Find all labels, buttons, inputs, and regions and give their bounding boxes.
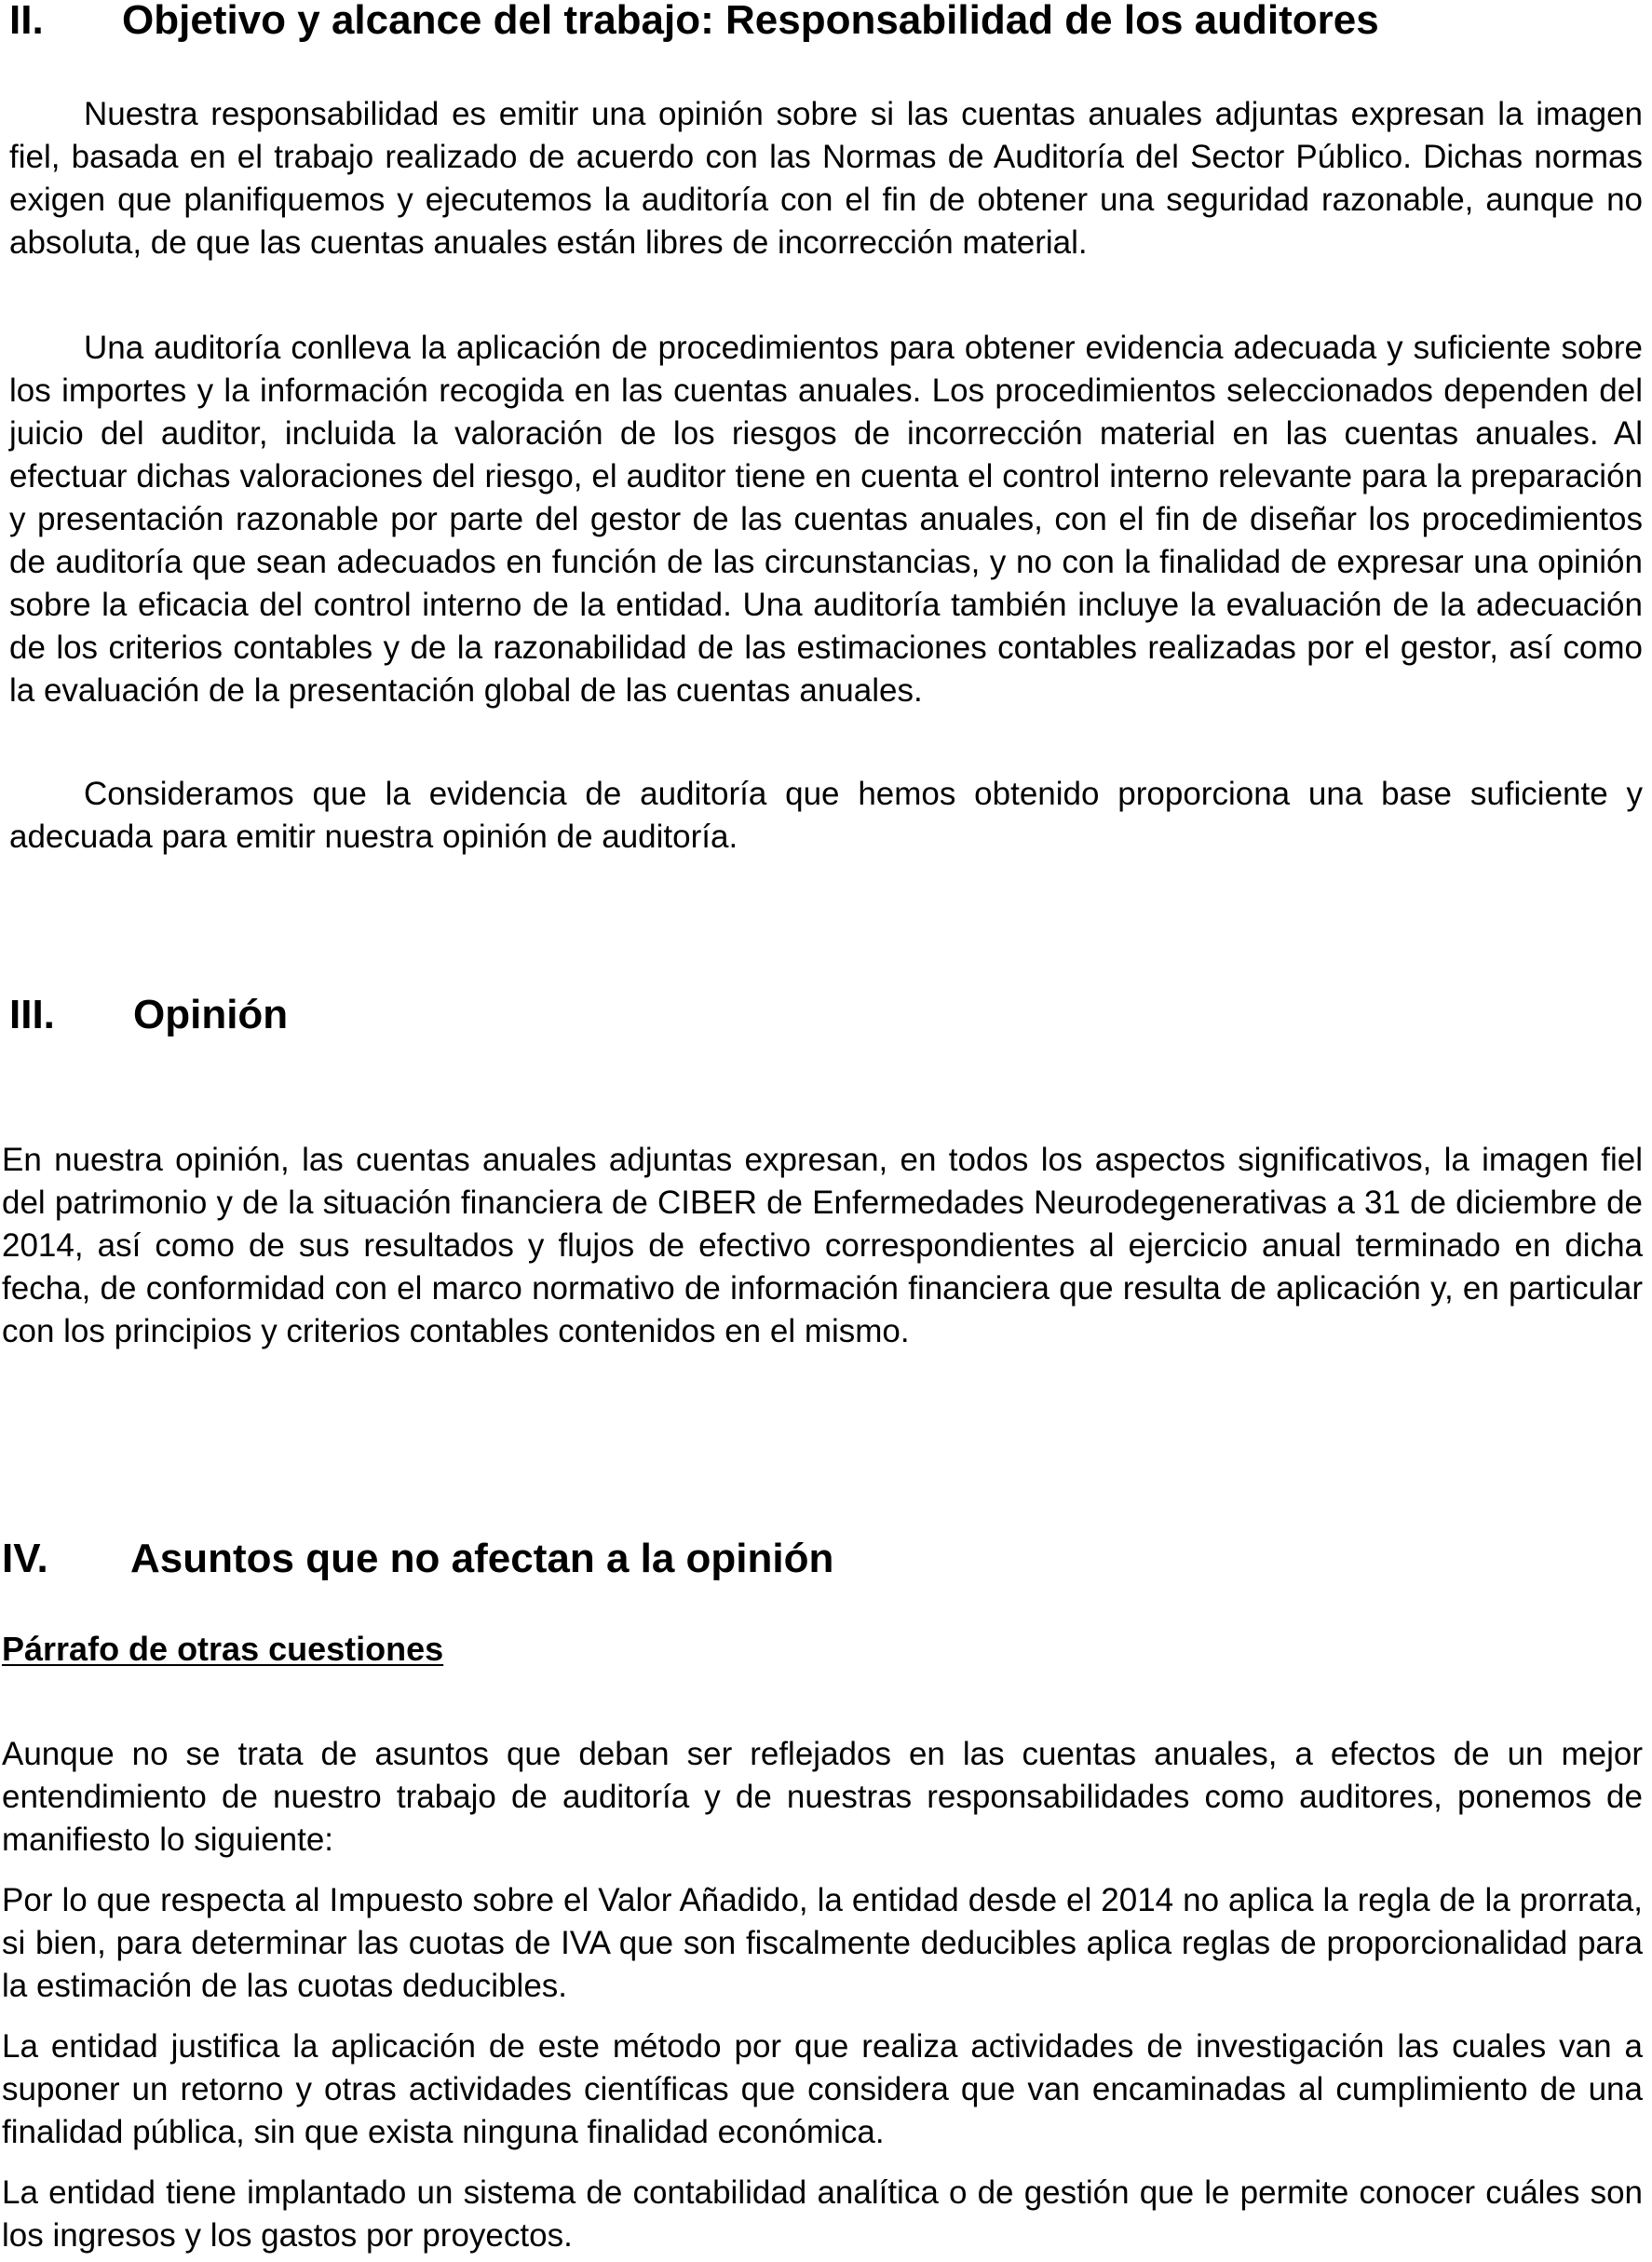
section-number: III.	[9, 992, 55, 1037]
paragraph: Aunque no se trata de asuntos que deban ser reflejados en las cuentas anuales, a efectos de un mejor entendimiento de nuestro trabajo de auditoría y de nuestras responsabilidades como auditores, ponemos de manifiesto lo siguiente:	[2, 1736, 1643, 1858]
section-title: Opinión	[133, 992, 289, 1037]
paragraph: En nuestra opinión, las cuentas anuales adjuntas expresan, en todos los aspectos significativos, la imagen fiel del patrimonio y de la situación financiera de CIBER de Enfermedades Neurodegenerativas a 31 de diciembre de 2014, así como de sus resultados y flujos de efectivo correspondientes al ejercicio anual terminado en dicha fecha, de conformidad con el marco normativo de información financiera que resulta de aplicación y, en particular con los principios y criterios contables contenidos en el mismo.	[2, 1142, 1643, 1349]
section-number: IV.	[2, 1536, 48, 1581]
section-number: II.	[9, 0, 44, 43]
section-heading-iii	[9, 991, 1643, 1039]
section-heading-iv	[2, 1535, 1643, 1583]
paragraph: Por lo que respecta al Impuesto sobre el Valor Añadido, la entidad desde el 2014 no aplica la regla de la prorrata, si bien, para determinar las cuotas de IVA que son fiscalmente deducibles aplica reglas de proporcionalidad para la estimación de las cuotas deducibles.	[2, 1882, 1643, 2004]
paragraph: Nuestra responsabilidad es emitir una opinión sobre si las cuentas anuales adjuntas expresan la imagen fiel, basada en el trabajo realizado de acuerdo con las Normas de Auditoría del Sector Público. Dichas normas exigen que planifiquemos y ejecutemos la auditoría con el fin de obtener una seguridad razonable, aunque no absoluta, de que las cuentas anuales están libres de incorrección material.	[9, 96, 1643, 261]
section-title: Objetivo y alcance del trabajo: Responsabilidad de los auditores	[122, 0, 1379, 43]
paragraph: Una auditoría conlleva la aplicación de procedimientos para obtener evidencia adecuada y suficiente sobre los importes y la información recogida en las cuentas anuales. Los procedimientos seleccionados dependen del juicio del auditor, incluida la valoración de los riesgos de incorrección material en las cuentas anuales. Al efectuar dichas valoraciones del riesgo, el auditor tiene en cuenta el control interno relevante para la preparación y presentación razonable por parte del gestor de las cuentas anuales, con el fin de diseñar los procedimientos de auditoría que sean adecuados en función de las circunstancias, y no con la finalidad de expresar una opinión sobre la eficacia del control interno de la entidad. Una auditoría también incluye la evaluación de la adecuación de los criterios contables y de la razonabilidad de las estimaciones contables realizadas por el gestor, así como la evaluación de la presentación global de las cuentas anuales.	[9, 330, 1643, 709]
paragraph: La entidad tiene implantado un sistema de contabilidad analítica o de gestión que le permite conocer cuáles son los ingresos y los gastos por proyectos.	[2, 2174, 1643, 2254]
subsection-title: Párrafo de otras cuestiones	[2, 1630, 444, 1668]
paragraph: La entidad justifica la aplicación de este método por que realiza actividades de investigación las cuales van a suponer un retorno y otras actividades científicas que considera que van encaminadas al cumplimiento de una finalidad pública, sin que exista ninguna finalidad económica.	[2, 2028, 1643, 2150]
section-heading-ii	[9, 0, 1643, 45]
paragraph: Consideramos que la evidencia de auditoría que hemos obtenido proporciona una base suficiente y adecuada para emitir nuestra opinión de auditoría.	[9, 776, 1643, 855]
section-title: Asuntos que no afectan a la opinión	[130, 1536, 834, 1581]
